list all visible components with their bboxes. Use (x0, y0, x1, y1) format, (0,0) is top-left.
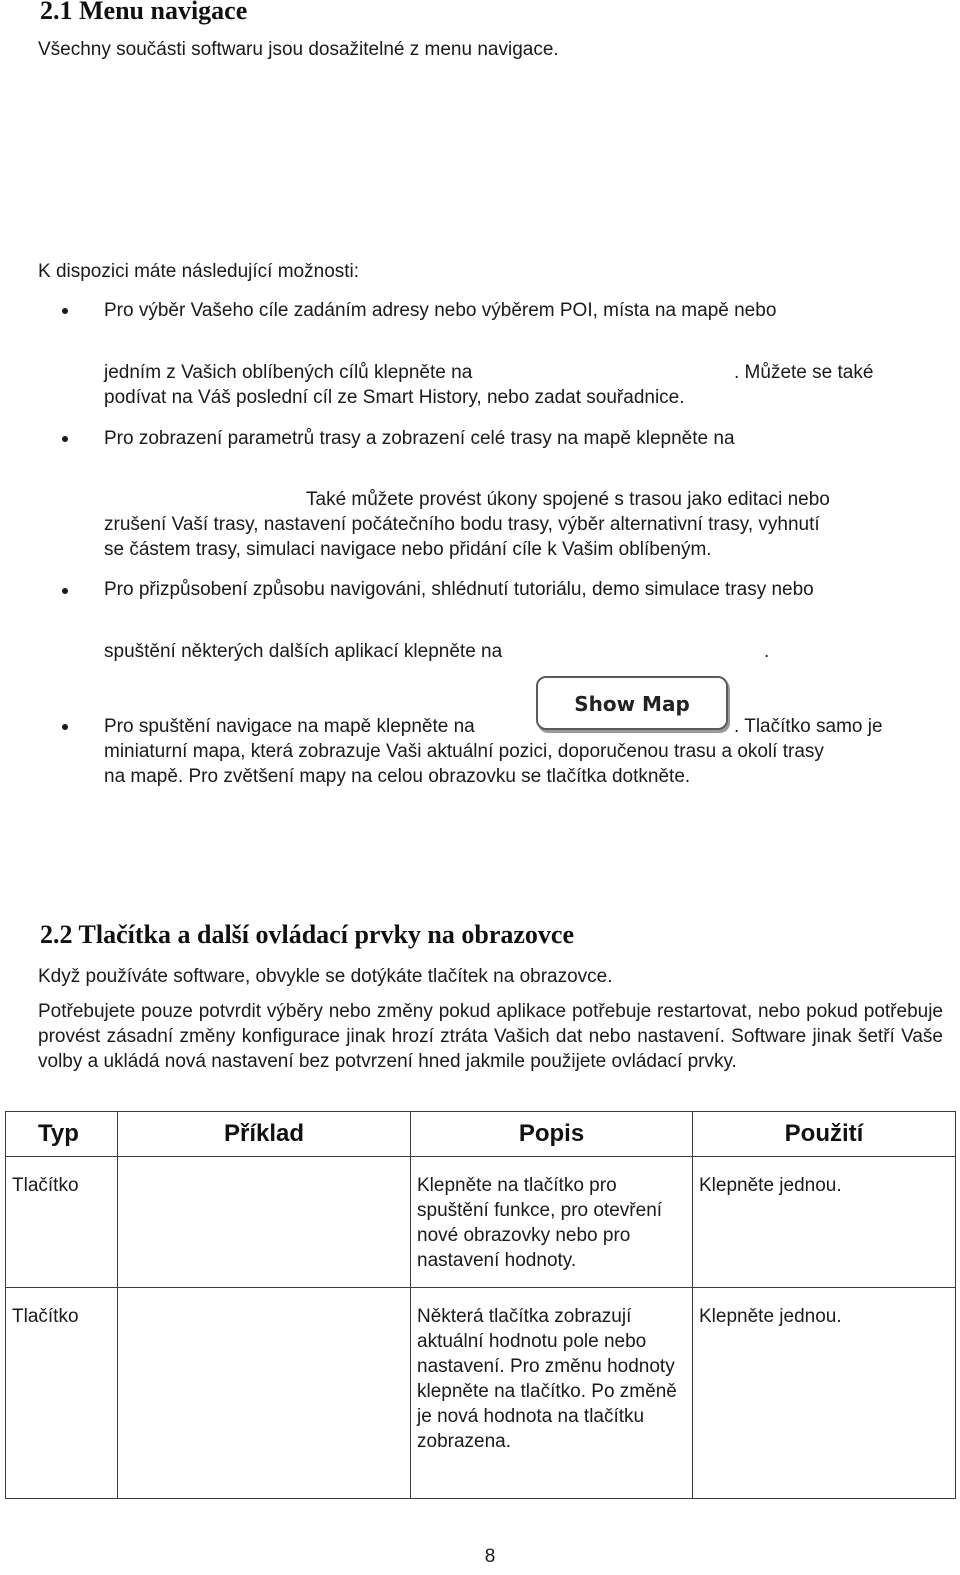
options-label: K dispozici máte následující možnosti: (38, 261, 360, 282)
header-priklad: Příklad (118, 1112, 411, 1157)
bullet-2-line-1: Pro zobrazení parametrů trasy a zobrazení celé trasy na mapě klepněte na (104, 428, 735, 449)
cell-pouziti: Klepněte jednou. (693, 1157, 956, 1288)
controls-table (5, 1111, 956, 1499)
cell-typ: Tlačítko (6, 1157, 118, 1288)
section-intro: Všechny součásti softwaru jsou dosažitelné z menu navigace. (38, 39, 559, 60)
table-row (6, 1288, 956, 1499)
cell-typ: Tlačítko (6, 1288, 118, 1499)
cell-popis: Některá tlačítka zobrazují aktuální hodnotu pole nebo nastavení. Pro změnu hodnoty klepněte na tlačítko. Po změně je nová hodnota na tlačítku zobrazena. (411, 1288, 693, 1499)
page-number: 8 (484, 1546, 496, 1567)
bullet-2-line-2: Také můžete provést úkony spojené s trasou jako editaci nebo (306, 489, 830, 510)
bullet-marker (62, 724, 68, 730)
section-title-2-2: 2.2 Tlačítka a další ovládací prvky na obrazovce (40, 920, 574, 949)
bullet-1-line-1: Pro výběr Vašeho cíle zadáním adresy nebo výběrem POI, místa na mapě nebo (104, 300, 777, 321)
bullet-4-line-3: na mapě. Pro zvětšení mapy na celou obrazovku se tlačítka dotkněte. (104, 766, 691, 787)
bullet-4-line-1a: Pro spuštění navigace na mapě klepněte na (104, 716, 475, 737)
bullet-1-line-2a: jedním z Vašich oblíbených cílů klepněte na (104, 362, 473, 383)
bullet-1-line-2b: . Můžete se také (734, 362, 874, 383)
bullet-4-line-1b: . Tlačítko samo je (734, 716, 883, 737)
bullet-marker (62, 436, 68, 442)
bullet-1-line-3: podívat na Váš poslední cíl ze Smart History, nebo zadat souřadnice. (104, 387, 685, 408)
show-map-button[interactable]: Show Map (536, 676, 728, 730)
section-title-2-1: 2.1 Menu navigace (40, 0, 248, 25)
bullet-marker (62, 588, 68, 594)
section-2-intro: Když používáte software, obvykle se dotýkáte tlačítek na obrazovce. (38, 966, 613, 987)
bullet-3-line-2b: . (764, 641, 770, 662)
bullet-3-line-1: Pro přizpůsobení způsobu navigováni, shlédnutí tutoriálu, demo simulace trasy nebo (104, 579, 814, 600)
bullet-4-line-2: miniaturní mapa, která zobrazuje Vaši aktuální pozici, doporučenou trasu a okolí trasy (104, 741, 824, 762)
bullet-2-line-4: se částem trasy, simulaci navigace nebo přidání cíle k Vašim oblíbeným. (104, 539, 712, 560)
bullet-2-line-3: zrušení Vaší trasy, nastavení počátečního bodu trasy, výběr alternativní trasy, vyhnutí (104, 514, 820, 535)
cell-popis: Klepněte na tlačítko pro spuštění funkce, pro otevření nové obrazovky nebo pro nastavení hodnoty. (411, 1157, 693, 1288)
header-popis: Popis (411, 1112, 693, 1157)
header-typ: Typ (6, 1112, 118, 1157)
cell-priklad (118, 1288, 411, 1499)
table-row (6, 1157, 956, 1288)
header-pouziti: Použití (693, 1112, 956, 1157)
section-2-paragraph: Potřebujete pouze potvrdit výběry nebo změny pokud aplikace potřebuje restartovat, nebo pokud potřebuje provést zásadní změny konfigurace jinak hrozí ztráta Vašich dat nebo nastavení. Software jinak šetří Vaše volby a ukládá nová nastavení bez potvrzení hned jakmile použijete ovládací prvky. (38, 1001, 943, 1072)
bullet-3-line-2a: spuštění některých dalších aplikací klepněte na (104, 641, 503, 662)
table-header-row (6, 1112, 956, 1157)
cell-pouziti: Klepněte jednou. (693, 1288, 956, 1499)
bullet-marker (62, 308, 68, 314)
cell-priklad (118, 1157, 411, 1288)
